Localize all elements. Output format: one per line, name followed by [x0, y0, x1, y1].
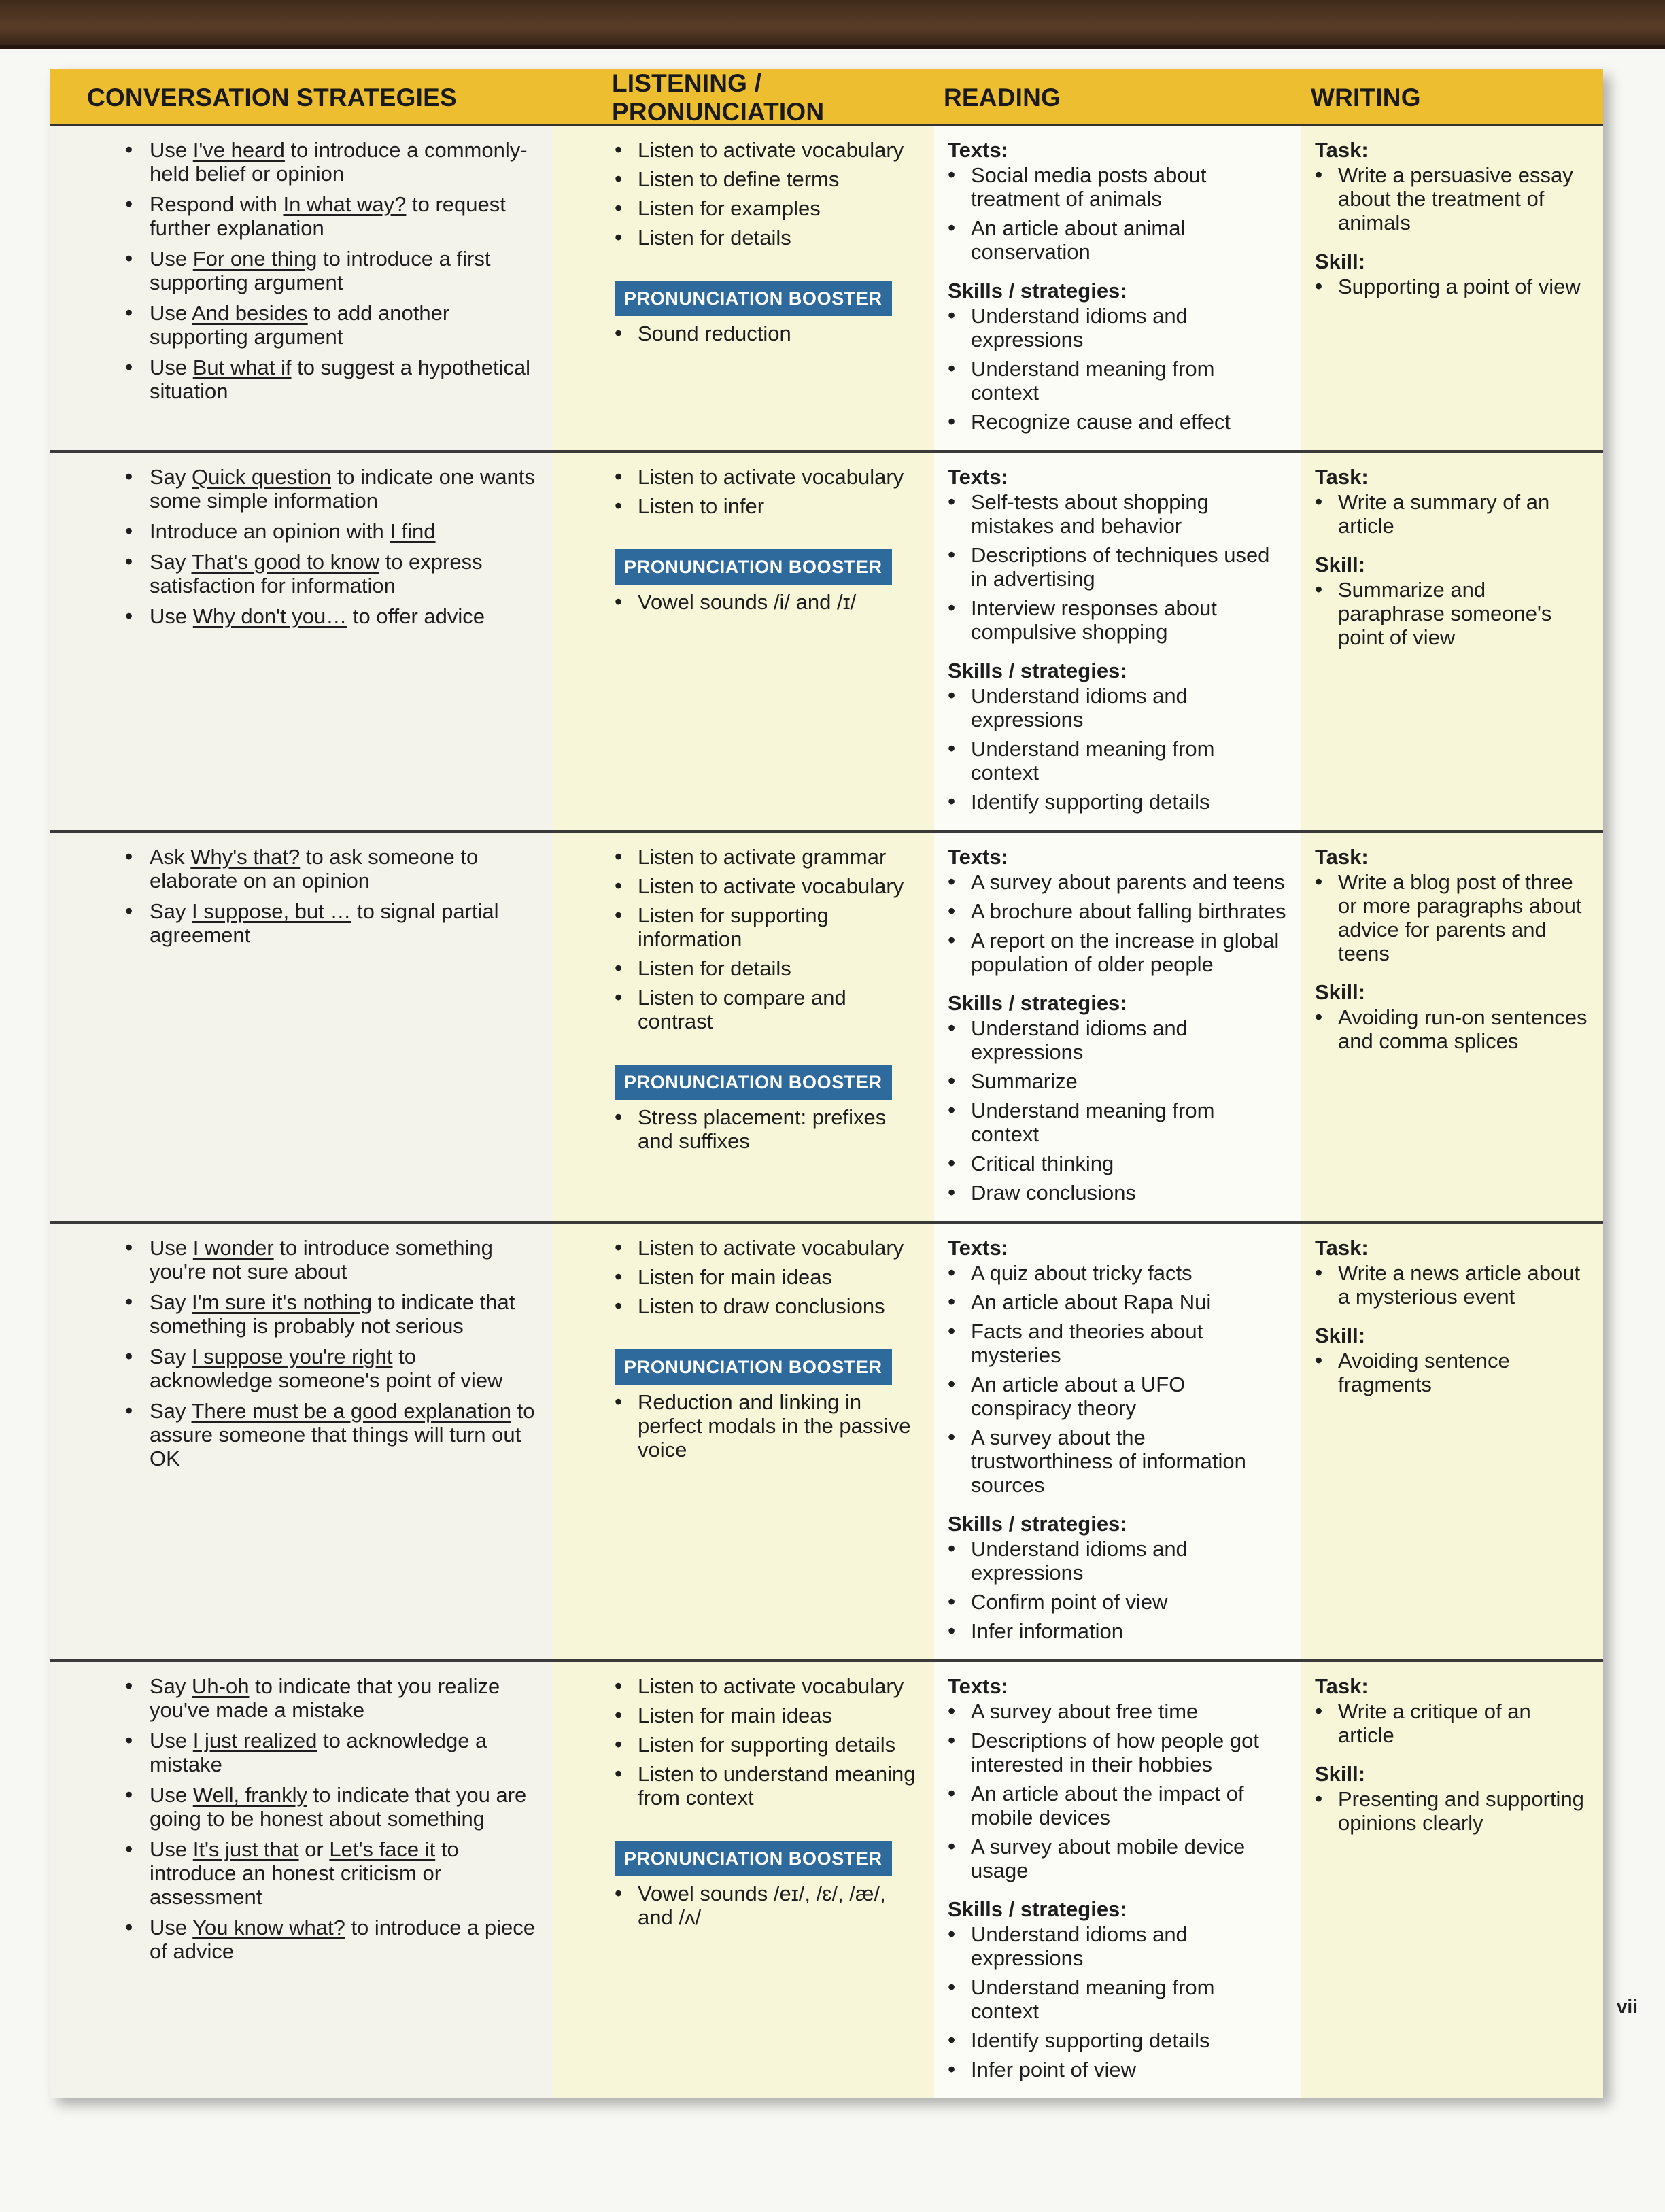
- skills-strategies-label: Skills / strategies:: [948, 1897, 1127, 1921]
- pronunciation-item: • Reduction and linking in perfect modals in the passive voice: [615, 1390, 921, 1462]
- reading-cell: [934, 126, 1301, 450]
- strategy-text: Introduce an opinion with: [150, 519, 390, 543]
- header-reading: READING: [944, 84, 1061, 111]
- pronunciation-item-list: [615, 590, 921, 614]
- strategy-text: Use: [150, 1783, 193, 1807]
- conversation-strategy-list: [125, 465, 537, 628]
- pronunciation-booster-badge: PRONUNCIATION BOOSTER: [615, 1349, 892, 1385]
- target-phrase: I find: [390, 519, 436, 543]
- strategy-text: Use: [150, 1729, 193, 1752]
- listening-item-list: [615, 465, 921, 518]
- strategy-text: Use: [150, 301, 192, 325]
- listening-item: • Listen to activate grammar: [615, 845, 921, 869]
- listening-item: • Listen for supporting details: [615, 1733, 921, 1757]
- task-label: Task:: [1315, 1674, 1369, 1698]
- writing-skill-item: • Avoiding run-on sentences and comma splices: [1315, 1005, 1590, 1053]
- strategy-text: to acknowledge someone's point of view: [150, 1345, 503, 1392]
- conversation-strategy: [125, 604, 537, 628]
- listening-pronunciation-cell: [553, 833, 934, 1221]
- reading-text-item-list: [948, 870, 1288, 976]
- conversation-strategy: [125, 356, 537, 403]
- writing-task-item-list: [1315, 490, 1590, 538]
- conversation-strategy-list: [125, 1674, 537, 1963]
- listening-item: • Listen to understand meaning from context: [615, 1762, 921, 1810]
- reading-skill-item: • Infer information: [948, 1619, 1288, 1643]
- writing-cell: [1301, 1662, 1603, 2098]
- reading-skill-item: • Critical thinking: [948, 1152, 1288, 1175]
- strategy-text: Use: [150, 1916, 193, 1939]
- reading-text-item: • A quiz about tricky facts: [948, 1261, 1288, 1285]
- reading-text-item: • An article about Rapa Nui: [948, 1290, 1288, 1314]
- listening-item: • Listen for supporting information: [615, 903, 921, 951]
- pronunciation-item-list: [615, 1105, 921, 1153]
- conversation-strategy: [125, 1674, 537, 1722]
- listening-item: • Listen to activate vocabulary: [615, 1674, 921, 1698]
- conversation-strategies-cell: [50, 453, 553, 830]
- page-number: vii: [1616, 1996, 1638, 2017]
- skills-strategies-label: Skills / strategies:: [948, 991, 1127, 1015]
- strategy-text: Say: [150, 1345, 192, 1368]
- reading-text-item: • Descriptions of how people got interested in their hobbies: [948, 1729, 1288, 1776]
- writing-task-item: • Write a news article about a mysterious event: [1315, 1261, 1590, 1309]
- reading-skill-item: • Identify supporting details: [948, 790, 1288, 814]
- target-phrase: Why don't you…: [192, 604, 347, 628]
- strategy-text: Say: [150, 1674, 192, 1698]
- writing-task-item: • Write a critique of an article: [1315, 1699, 1590, 1747]
- writing-task-item-list: [1315, 870, 1590, 965]
- listening-item: • Listen to draw conclusions: [615, 1294, 921, 1318]
- conversation-strategy: [125, 899, 537, 947]
- reading-skill-item: • Draw conclusions: [948, 1181, 1288, 1205]
- task-label: Task:: [1315, 1236, 1369, 1260]
- target-phrase: There must be a good explanation: [191, 1399, 511, 1423]
- skill-label: Skill:: [1315, 249, 1366, 273]
- target-phrase: Well, frankly: [192, 1783, 307, 1807]
- conversation-strategy: [125, 1399, 537, 1470]
- listening-pronunciation-cell: [553, 126, 934, 450]
- writing-task-item: • Write a persuasive essay about the treatment of animals: [1315, 163, 1590, 235]
- skill-label: Skill:: [1315, 553, 1366, 576]
- reading-text-item: • An article about a UFO conspiracy theory: [948, 1372, 1288, 1420]
- reading-skill-item: • Recognize cause and effect: [948, 410, 1288, 434]
- conversation-strategy-list: [125, 138, 537, 403]
- listening-item-list: [615, 845, 921, 1033]
- target-phrase: You know what?: [192, 1916, 345, 1939]
- conversation-strategy-list: [125, 1236, 537, 1470]
- listening-item: • Listen to activate vocabulary: [615, 874, 921, 898]
- pronunciation-item: • Sound reduction: [615, 322, 921, 345]
- table-header: [50, 69, 1603, 126]
- strategy-text: Say: [150, 465, 192, 489]
- pronunciation-item: • Vowel sounds /i/ and /ɪ/: [615, 590, 921, 614]
- reading-text-item-list: [948, 490, 1288, 644]
- table-row: [50, 833, 1603, 1224]
- strategy-text: to assure someone that things will turn out OK: [150, 1399, 535, 1470]
- target-phrase: I just realized: [192, 1729, 317, 1752]
- reading-skill-item: • Understand idioms and expressions: [948, 684, 1288, 731]
- reading-cell: [934, 1662, 1301, 2098]
- header-conversation-strategies: CONVERSATION STRATEGIES: [87, 84, 457, 111]
- conversation-strategy: [125, 1837, 537, 1909]
- conversation-strategy: [125, 1236, 537, 1283]
- conversation-strategy-list: [125, 845, 537, 947]
- strategy-text: to offer advice: [347, 604, 485, 628]
- target-phrase: It's just that: [192, 1837, 299, 1861]
- scope-and-sequence-table: [50, 69, 1603, 2098]
- table-row: [50, 1224, 1603, 1662]
- conversation-strategy: [125, 1345, 537, 1392]
- skills-strategies-label: Skills / strategies:: [948, 1512, 1127, 1536]
- strategy-text: to acknowledge a mistake: [150, 1729, 487, 1776]
- table-row: [50, 453, 1603, 833]
- texts-label: Texts:: [948, 1674, 1009, 1698]
- listening-pronunciation-cell: [553, 1662, 934, 2098]
- texts-label: Texts:: [948, 845, 1009, 869]
- conversation-strategy: [125, 465, 537, 513]
- writing-skill-item-list: [1315, 1787, 1590, 1835]
- listening-item: • Listen to compare and contrast: [615, 986, 921, 1033]
- listening-item-list: [615, 1236, 921, 1318]
- writing-task-item: • Write a summary of an article: [1315, 490, 1590, 538]
- writing-skill-item: • Supporting a point of view: [1315, 275, 1590, 298]
- strategy-text: to introduce something you're not sure about: [150, 1236, 493, 1283]
- writing-task-item: • Write a blog post of three or more paragraphs about advice for parents and teens: [1315, 870, 1590, 965]
- strategy-text: to indicate that something is probably not serious: [150, 1290, 515, 1338]
- strategy-text: Use: [150, 247, 193, 271]
- pronunciation-item: • Vowel sounds /eɪ/, /ɛ/, /æ/, and /ʌ/: [615, 1882, 921, 1929]
- listening-item: • Listen to define terms: [615, 167, 921, 191]
- pronunciation-booster-badge: PRONUNCIATION BOOSTER: [615, 281, 892, 316]
- target-phrase: In what way?: [283, 192, 407, 216]
- listening-item: • Listen to activate vocabulary: [615, 465, 921, 489]
- writing-task-item-list: [1315, 1699, 1590, 1747]
- reading-skill-item: • Confirm point of view: [948, 1590, 1288, 1614]
- reading-text-item: • Self-tests about shopping mistakes and behavior: [948, 490, 1288, 538]
- strategy-text: to request further explanation: [150, 192, 506, 240]
- skill-label: Skill:: [1315, 1324, 1366, 1347]
- task-label: Task:: [1315, 138, 1369, 162]
- reading-text-item: • Facts and theories about mysteries: [948, 1319, 1288, 1367]
- target-phrase: I suppose you're right: [192, 1345, 393, 1368]
- writing-skill-item-list: [1315, 1005, 1590, 1053]
- target-phrase: Quick question: [192, 465, 332, 489]
- target-phrase: I suppose, but …: [192, 899, 351, 923]
- writing-skill-item-list: [1315, 1349, 1590, 1396]
- writing-skill-item: • Presenting and supporting opinions clearly: [1315, 1787, 1590, 1835]
- strategy-text: to indicate that you are going to be honest about something: [150, 1783, 527, 1831]
- reading-skill-item: • Identify supporting details: [948, 2028, 1288, 2052]
- header-writing: WRITING: [1311, 84, 1421, 111]
- reading-skill-item: • Understand idioms and expressions: [948, 1537, 1288, 1585]
- pronunciation-item-list: [615, 322, 921, 345]
- skills-strategies-label: Skills / strategies:: [948, 279, 1127, 303]
- strategy-text: to introduce a first supporting argument: [150, 247, 491, 294]
- reading-text-item: • A brochure about falling birthrates: [948, 899, 1288, 923]
- writing-skill-item-list: [1315, 275, 1590, 298]
- reading-text-item: • A report on the increase in global population of older people: [948, 929, 1288, 976]
- writing-skill-item-list: [1315, 578, 1590, 649]
- reading-text-item: • A survey about mobile device usage: [948, 1835, 1288, 1882]
- conversation-strategy: [125, 192, 537, 240]
- skill-label: Skill:: [1315, 980, 1366, 1004]
- strategy-text: to introduce a piece of advice: [150, 1916, 536, 1963]
- reading-skill-item-list: [948, 1016, 1288, 1205]
- writing-cell: [1301, 453, 1603, 830]
- strategy-text: Ask: [150, 845, 191, 869]
- listening-item: • Listen to activate vocabulary: [615, 1236, 921, 1260]
- reading-text-item: • An article about animal conservation: [948, 216, 1288, 264]
- conversation-strategy: [125, 1916, 537, 1963]
- conversation-strategies-cell: [50, 833, 553, 1221]
- task-label: Task:: [1315, 845, 1369, 869]
- target-phrase: Uh-oh: [192, 1674, 250, 1698]
- listening-item: • Listen to infer: [615, 494, 921, 518]
- strategy-text: Use: [150, 1837, 193, 1861]
- texts-label: Texts:: [948, 138, 1009, 162]
- header-listening-pronunciation: LISTENING / PRONUNCIATION: [612, 69, 825, 126]
- conversation-strategy: [125, 845, 537, 893]
- reading-skill-item-list: [948, 1922, 1288, 2081]
- reading-skill-item: • Understand meaning from context: [948, 1975, 1288, 2023]
- conversation-strategies-cell: [50, 1224, 553, 1659]
- strategy-text: Say: [150, 550, 192, 574]
- task-label: Task:: [1315, 465, 1369, 489]
- reading-text-item-list: [948, 163, 1288, 264]
- writing-cell: [1301, 126, 1603, 450]
- target-phrase: But what if: [192, 356, 292, 379]
- target-phrase: That's good to know: [191, 550, 379, 574]
- strategy-text: or: [298, 1837, 330, 1861]
- conversation-strategy: [125, 247, 537, 294]
- reading-text-item: • A survey about the trustworthiness of information sources: [948, 1425, 1288, 1497]
- conversation-strategy: [125, 1290, 537, 1338]
- target-phrase: For one thing: [192, 247, 317, 271]
- listening-item: • Listen for main ideas: [615, 1265, 921, 1289]
- conversation-strategy: [125, 519, 537, 543]
- target-phrase: And besides: [192, 301, 308, 325]
- reading-skill-item-list: [948, 684, 1288, 814]
- conversation-strategy: [125, 1783, 537, 1831]
- conversation-strategies-cell: [50, 126, 553, 450]
- pronunciation-booster-badge: PRONUNCIATION BOOSTER: [615, 549, 892, 585]
- strategy-text: to express satisfaction for information: [150, 550, 483, 598]
- pronunciation-item: • Stress placement: prefixes and suffixes: [615, 1105, 921, 1153]
- reading-skill-item: • Infer point of view: [948, 2058, 1288, 2081]
- strategy-text: Say: [150, 899, 192, 923]
- reading-cell: [934, 833, 1301, 1221]
- writing-cell: [1301, 1224, 1603, 1659]
- reading-text-item: • A survey about parents and teens: [948, 870, 1288, 894]
- strategy-text: to ask someone to elaborate on an opinion: [150, 845, 479, 893]
- skills-strategies-label: Skills / strategies:: [948, 659, 1127, 682]
- listening-item: • Listen for examples: [615, 196, 921, 220]
- listening-item: • Listen to activate vocabulary: [615, 138, 921, 162]
- listening-item: • Listen for details: [615, 226, 921, 249]
- strategy-text: to indicate that you realize you've made a mistake: [150, 1674, 500, 1722]
- reading-skill-item: • Understand idioms and expressions: [948, 304, 1288, 351]
- strategy-text: to indicate one wants some simple information: [150, 465, 535, 513]
- listening-item: • Listen for main ideas: [615, 1704, 921, 1727]
- texts-label: Texts:: [948, 1236, 1009, 1260]
- reading-skill-item: • Understand idioms and expressions: [948, 1016, 1288, 1064]
- writing-task-item-list: [1315, 1261, 1590, 1309]
- strategy-text: to signal partial agreement: [150, 899, 499, 947]
- reading-skill-item: • Summarize: [948, 1069, 1288, 1093]
- writing-task-item-list: [1315, 163, 1590, 235]
- table-row: [50, 1662, 1603, 2098]
- listening-item-list: [615, 1674, 921, 1810]
- strategy-text: to introduce a commonly-held belief or opinion: [150, 138, 528, 186]
- strategy-text: Respond with: [150, 192, 284, 216]
- reading-skill-item: • Understand idioms and expressions: [948, 1922, 1288, 1970]
- writing-skill-item: • Avoiding sentence fragments: [1315, 1349, 1590, 1396]
- reading-skill-item-list: [948, 1537, 1288, 1643]
- conversation-strategy: [125, 138, 537, 186]
- strategy-text: to introduce an honest criticism or assessment: [150, 1837, 459, 1909]
- reading-text-item: • A survey about free time: [948, 1699, 1288, 1723]
- reading-text-item: • An article about the impact of mobile devices: [948, 1782, 1288, 1829]
- listening-item-list: [615, 138, 921, 249]
- reading-skill-item: • Understand meaning from context: [948, 1099, 1288, 1146]
- pronunciation-booster-badge: PRONUNCIATION BOOSTER: [615, 1065, 892, 1100]
- reading-text-item: • Interview responses about compulsive shopping: [948, 596, 1288, 644]
- target-phrase: Why's that?: [190, 845, 301, 869]
- reading-cell: [934, 1224, 1301, 1659]
- strategy-text: Use: [150, 356, 193, 379]
- strategy-text: Say: [150, 1290, 192, 1314]
- reading-skill-item-list: [948, 304, 1288, 434]
- table-row: [50, 126, 1603, 453]
- reading-skill-item: • Understand meaning from context: [948, 737, 1288, 784]
- target-phrase: I wonder: [192, 1236, 274, 1260]
- table-body: [50, 126, 1603, 2098]
- pronunciation-booster-badge: PRONUNCIATION BOOSTER: [615, 1841, 892, 1876]
- reading-text-item-list: [948, 1699, 1288, 1882]
- skill-label: Skill:: [1315, 1762, 1366, 1786]
- strategy-text: to add another supporting argument: [150, 301, 450, 349]
- listening-pronunciation-cell: [553, 453, 934, 830]
- pronunciation-item-list: [615, 1882, 921, 1929]
- listening-pronunciation-cell: [553, 1224, 934, 1659]
- strategy-text: Use: [150, 604, 193, 628]
- conversation-strategy: [125, 1729, 537, 1776]
- conversation-strategies-cell: [50, 1662, 553, 2098]
- target-phrase: I'm sure it's nothing: [192, 1290, 373, 1314]
- writing-skill-item: • Summarize and paraphrase someone's point of view: [1315, 578, 1590, 649]
- reading-cell: [934, 453, 1301, 830]
- writing-cell: [1301, 833, 1603, 1221]
- target-phrase: I've heard: [192, 138, 285, 162]
- reading-text-item-list: [948, 1261, 1288, 1497]
- conversation-strategy: [125, 550, 537, 598]
- reading-skill-item: • Understand meaning from context: [948, 357, 1288, 404]
- wood-background-strip: [0, 0, 1665, 49]
- reading-text-item: • Social media posts about treatment of animals: [948, 163, 1288, 211]
- reading-text-item: • Descriptions of techniques used in advertising: [948, 543, 1288, 591]
- pronunciation-item-list: [615, 1390, 921, 1462]
- strategy-text: Use: [150, 138, 193, 162]
- strategy-text: to suggest a hypothetical situation: [150, 356, 531, 403]
- listening-item: • Listen for details: [615, 956, 921, 980]
- target-phrase: Let's face it: [329, 1837, 436, 1861]
- conversation-strategy: [125, 301, 537, 349]
- texts-label: Texts:: [948, 465, 1009, 489]
- strategy-text: Say: [150, 1399, 192, 1423]
- strategy-text: Use: [150, 1236, 193, 1260]
